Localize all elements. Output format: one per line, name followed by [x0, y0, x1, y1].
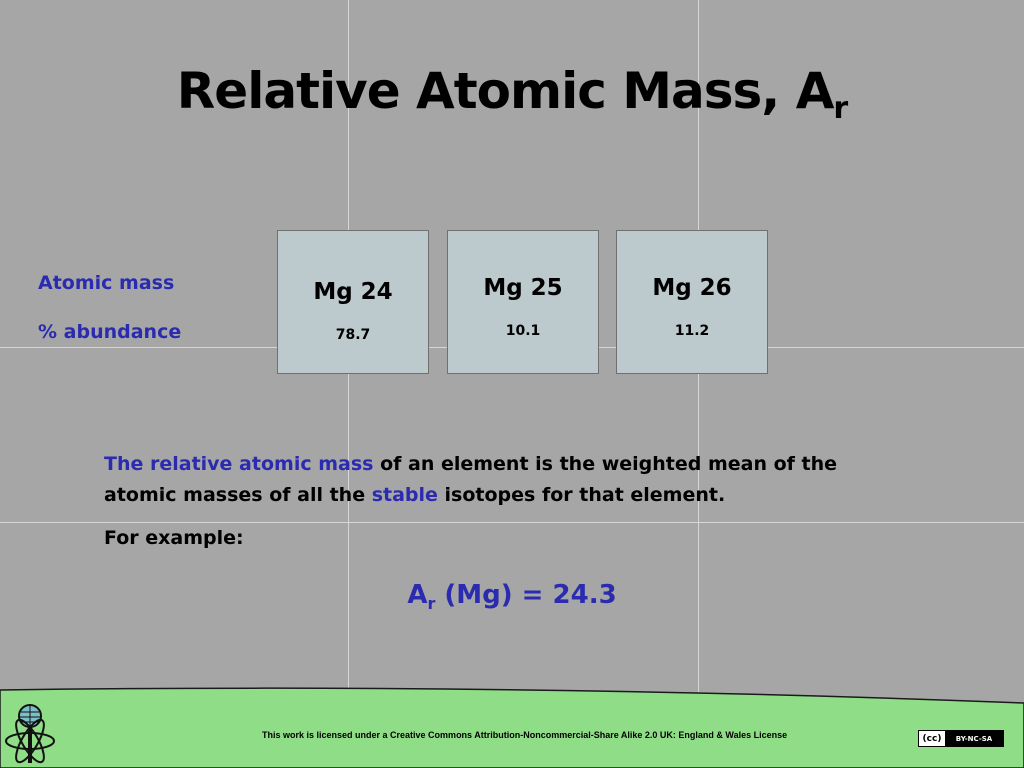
slide-title [0, 62, 1024, 126]
cc-terms: BY-NC-SA [945, 731, 1003, 746]
atomic-mass-label: Atomic mass [38, 272, 175, 294]
isotope-abundance: 10.1 [505, 323, 541, 339]
definition-highlight: The relative atomic mass [104, 453, 374, 475]
footer-band [0, 685, 1024, 768]
title-text: Relative Atomic Mass, A [176, 62, 834, 120]
isotope-box-mg24 [277, 230, 429, 374]
result-symbol: A [407, 580, 428, 610]
result-value: (Mg) = 24.3 [435, 580, 617, 610]
definition-body: of an element is the weighted mean of the atomic masses of all the [104, 453, 838, 506]
microphone-atom-icon [4, 703, 60, 765]
isotope-name: Mg 24 [313, 279, 393, 305]
isotope-box-mg26 [616, 230, 768, 374]
title-subscript: r [833, 91, 848, 126]
isotope-abundance: 78.7 [335, 327, 371, 343]
license-text: This work is licensed under a Creative Commons Attribution-Noncommercial-Share Alike 2.0 UK: England & Wales License [262, 730, 788, 740]
example-label: For example: [104, 527, 244, 549]
abundance-label: % abundance [38, 321, 182, 343]
definition-text [104, 449, 894, 511]
isotope-abundance: 11.2 [674, 323, 710, 339]
isotope-name: Mg 26 [652, 275, 732, 301]
isotope-name: Mg 25 [483, 275, 563, 301]
result-equation [0, 580, 1024, 613]
cc-icon: (cc) [922, 733, 942, 744]
grid-line [0, 522, 1024, 523]
result-subscript: r [427, 594, 436, 613]
definition-end: isotopes for that element. [437, 484, 726, 506]
isotope-box-mg25 [447, 230, 599, 374]
cc-license-badge[interactable] [918, 730, 1004, 747]
definition-stable: stable [371, 484, 438, 506]
